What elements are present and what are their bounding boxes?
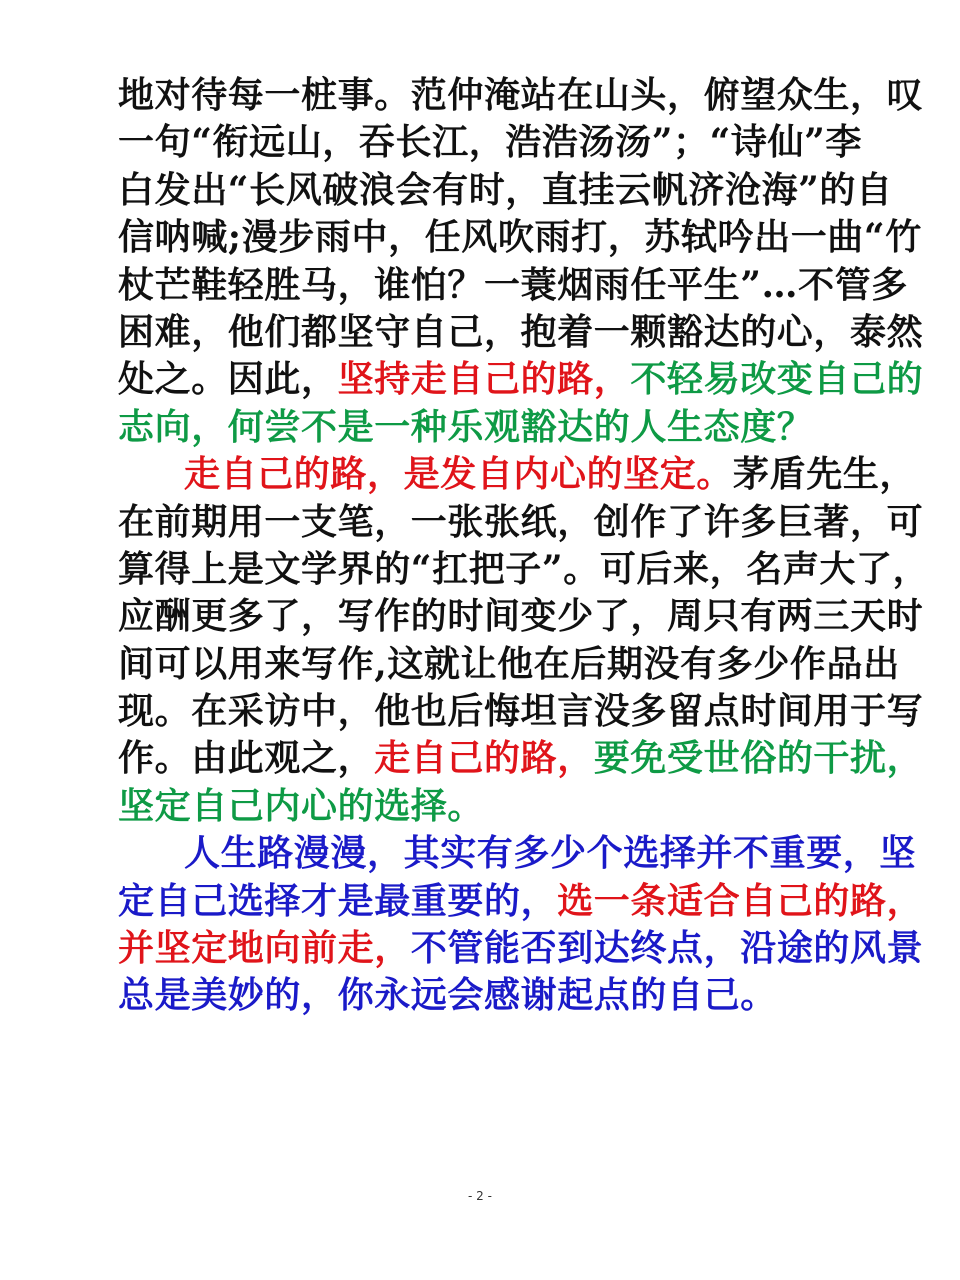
text-segment-green: 志向，何尝不是一种乐观豁达的人生态度？ bbox=[118, 405, 814, 448]
text-line bbox=[0, 167, 960, 214]
text-segment-blue: 定自己选择才是最重要的， bbox=[118, 879, 558, 922]
text-segment-blue: 不管能否到达终点，沿途的风景 bbox=[410, 927, 924, 970]
text-line bbox=[0, 735, 960, 782]
text-segment-black: 信呐喊;漫步雨中，任风吹雨打，苏轼吟出一曲“竹 bbox=[118, 216, 922, 259]
text-segment-black: 间可以用来写作,这就让他在后期没有多少作品出 bbox=[118, 642, 900, 685]
text-segment-black: 算得上是文学界的“扛把子”。可后来，名声大了， bbox=[118, 547, 930, 590]
text-line bbox=[0, 356, 960, 403]
page-number: - 2 - bbox=[468, 1189, 492, 1203]
text-line bbox=[0, 688, 960, 735]
text-segment-blue: 总是美妙的，你永远会感谢起点的自己。 bbox=[118, 974, 777, 1017]
text-segment-black: 作。由此观之， bbox=[118, 737, 375, 780]
text-line bbox=[0, 404, 960, 451]
text-line bbox=[0, 499, 960, 546]
text-line bbox=[0, 641, 960, 688]
text-line bbox=[0, 72, 960, 119]
text-segment-blue: 人生路漫漫，其实有多少个选择并不重要，坚 bbox=[184, 832, 917, 875]
text-line bbox=[0, 451, 960, 498]
text-segment-black: 困难，他们都坚守自己，抱着一颗豁达的心，泰然 bbox=[118, 310, 924, 353]
text-segment-red: 坚持走自己的路， bbox=[337, 358, 631, 401]
text-segment-black: 一句“衔远山，吞长江，浩浩汤汤”；“诗仙”李 bbox=[118, 121, 863, 164]
text-line bbox=[0, 878, 960, 925]
text-segment-red: 并坚定地向前走， bbox=[118, 927, 411, 970]
text-line bbox=[0, 119, 960, 166]
text-line bbox=[0, 830, 960, 877]
text-line bbox=[0, 925, 960, 972]
text-segment-green: 坚定自己内心的选择。 bbox=[118, 784, 485, 827]
text-line bbox=[0, 593, 960, 640]
text-segment-black: 地对待每一桩事。范仲淹站在山头，俯望众生，叹 bbox=[118, 74, 924, 116]
text-segment-red: 走自己的路，是发自内心的坚定。 bbox=[184, 453, 734, 496]
text-segment-red: 选一条适合自己的路， bbox=[557, 879, 924, 922]
text-line bbox=[0, 546, 960, 593]
text-segment-red: 走自己的路， bbox=[374, 737, 594, 780]
text-segment-black: 处之。因此， bbox=[118, 358, 338, 401]
text-line bbox=[0, 309, 960, 356]
text-segment-green: 要免受世俗的干扰， bbox=[593, 737, 924, 780]
text-segment-green: 不轻易改变自己的 bbox=[630, 358, 924, 401]
text-segment-black: 杖芒鞋轻胜马，谁怕？一蓑烟雨任平生”…不管多 bbox=[118, 263, 908, 306]
text-line bbox=[0, 783, 960, 830]
document-body bbox=[0, 72, 960, 1020]
text-segment-black: 白发出“长风破浪会有时，直挂云帆济沧海”的自 bbox=[118, 168, 893, 211]
text-segment-black: 在前期用一支笔，一张张纸，创作了许多巨著，可 bbox=[118, 500, 924, 543]
text-line bbox=[0, 214, 960, 261]
text-line bbox=[0, 972, 960, 1019]
text-segment-black: 应酬更多了，写作的时间变少了，周只有两三天时 bbox=[118, 595, 924, 638]
text-line bbox=[0, 262, 960, 309]
text-segment-black: 茅盾先生， bbox=[733, 453, 917, 496]
text-segment-black: 现。在采访中，他也后悔坦言没多留点时间用于写 bbox=[118, 690, 924, 733]
